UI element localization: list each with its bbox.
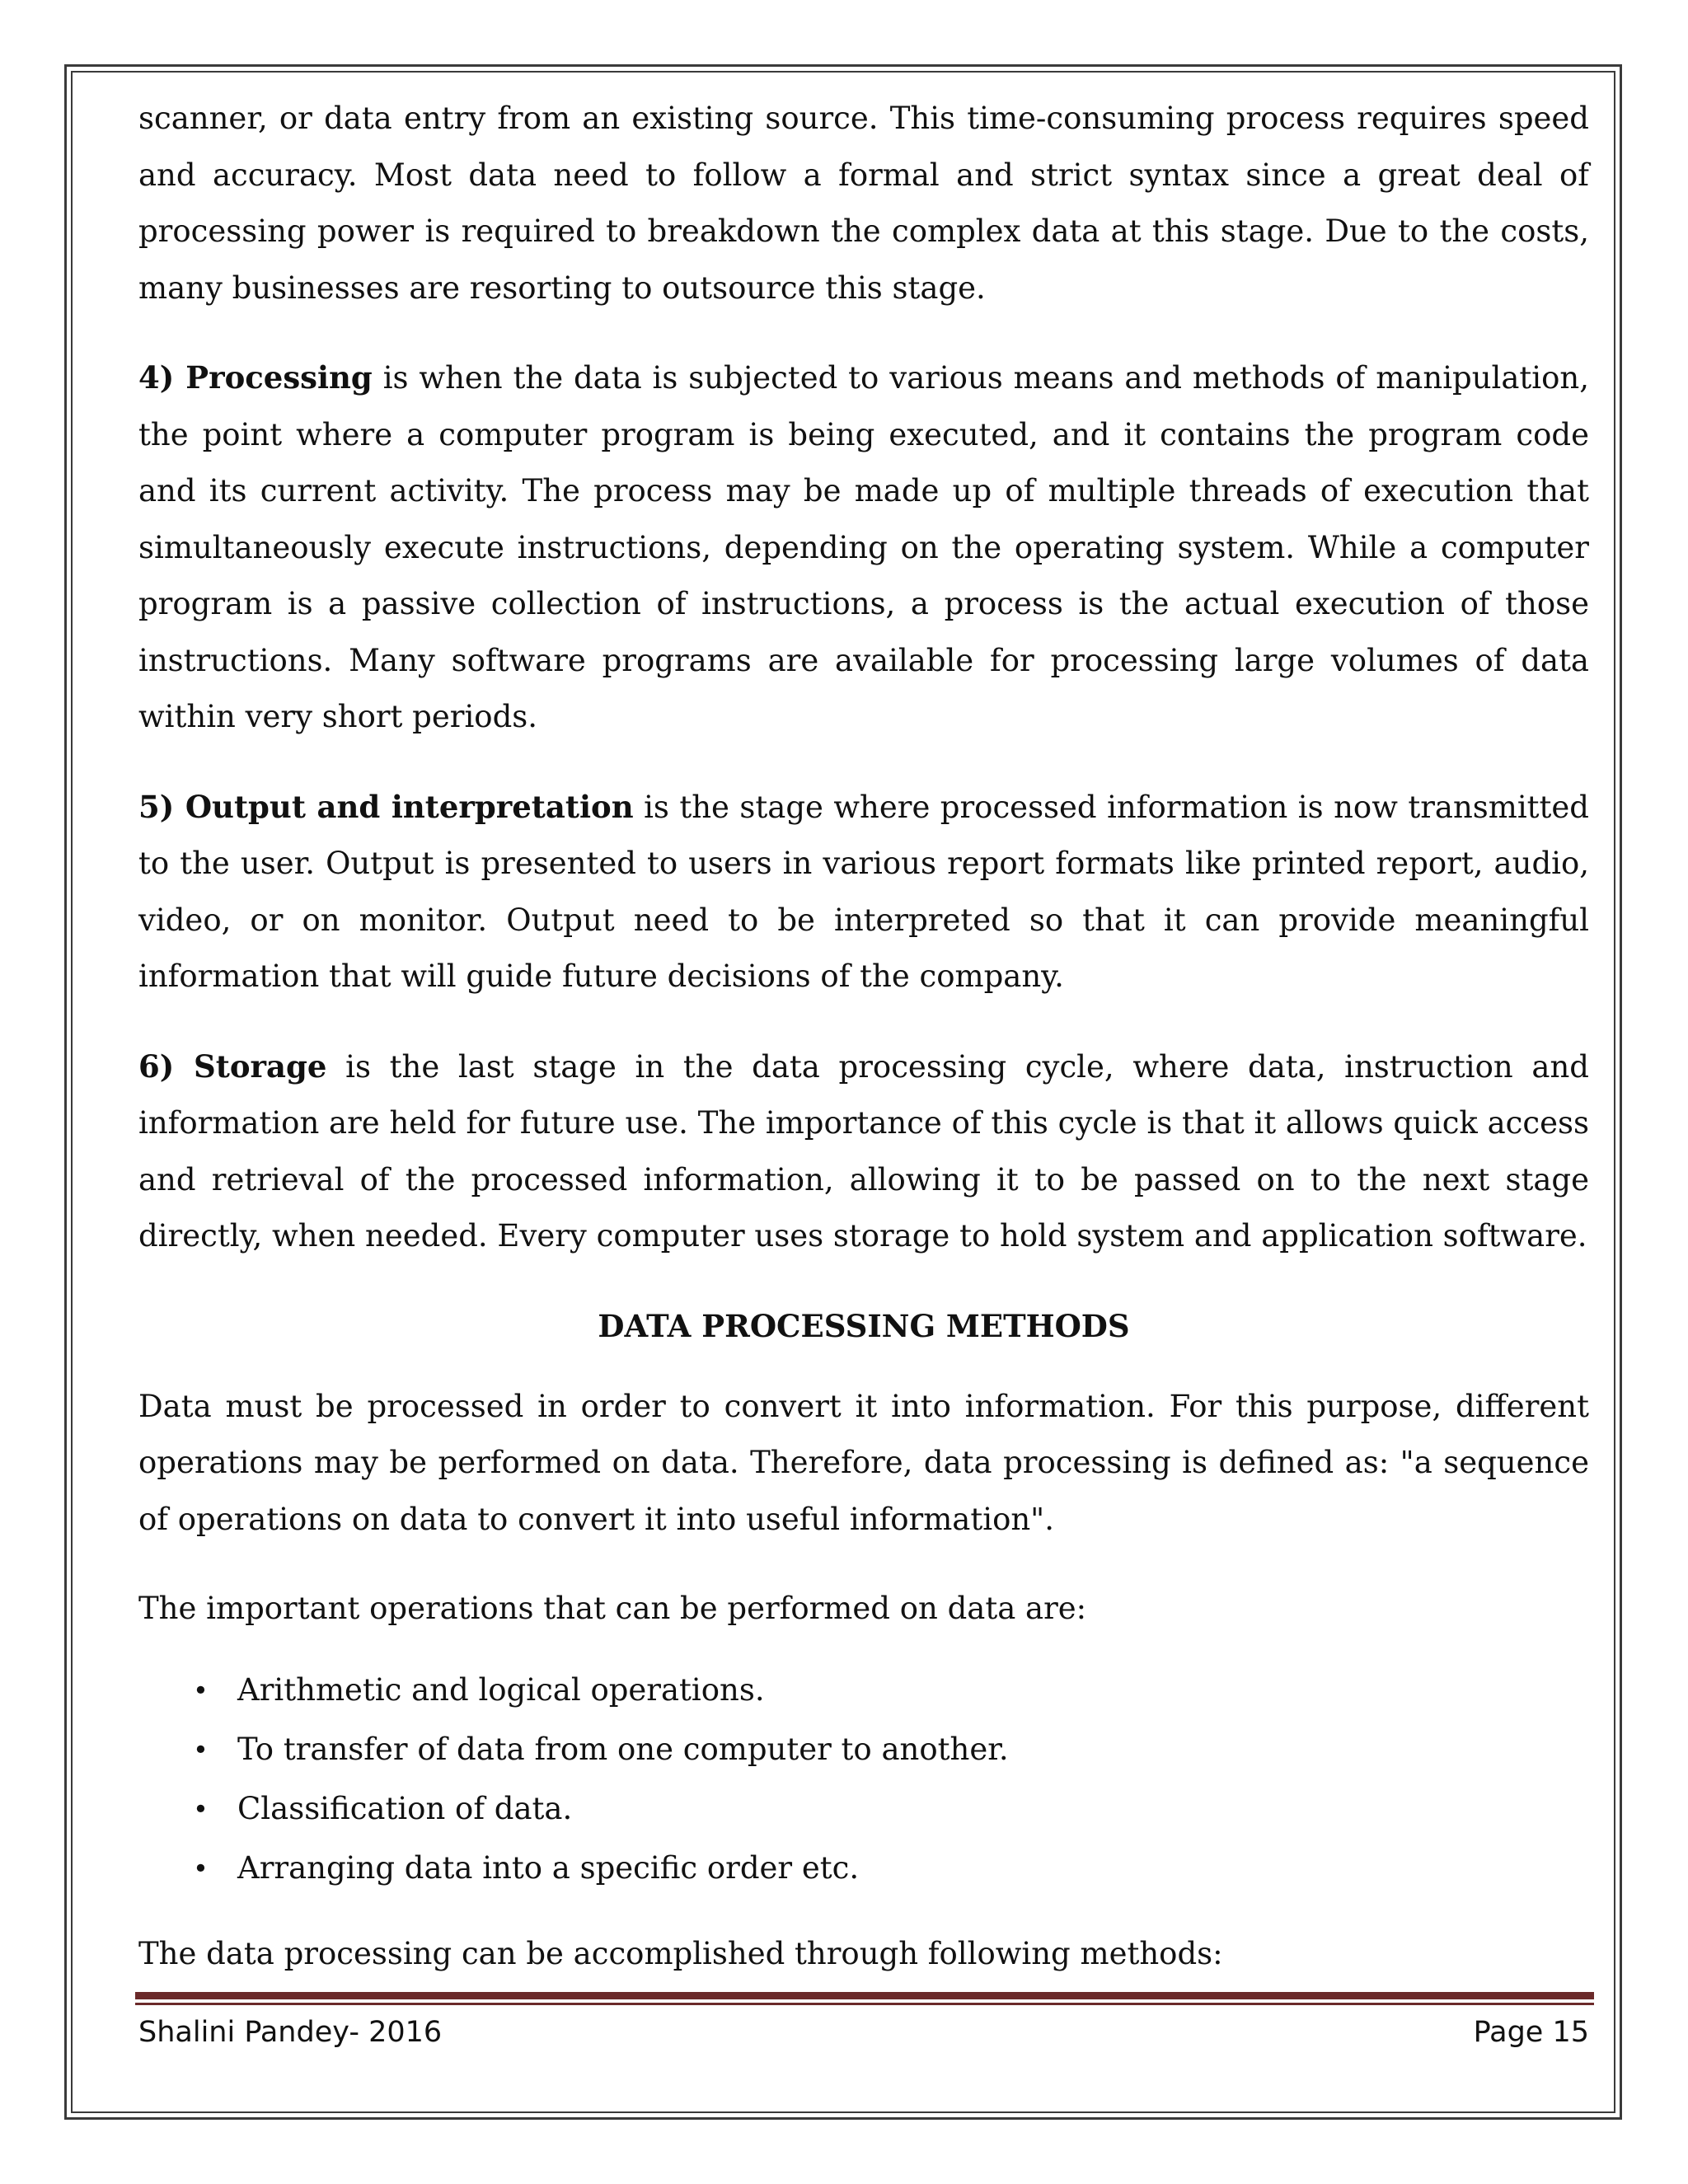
bullet-icon: • [193, 1793, 209, 1825]
paragraph-definition: Data must be processed in order to convert it into information. For this purpose, different operations may be performed on data. Therefore, data processing is defined as: "a sequence of operations on data to convert it into useful information". [138, 1388, 1589, 1537]
processing-lead: 4) Processing [138, 359, 373, 396]
page-body [138, 91, 1589, 2015]
list-item: • Classification of data. [138, 1779, 1589, 1839]
page-number: Page 15 [1473, 2016, 1589, 2049]
storage-lead: 6) Storage [138, 1047, 327, 1085]
bullet-icon: • [193, 1674, 209, 1706]
list-item: • Arithmetic and logical operations. [138, 1661, 1589, 1720]
footer-author: Shalini Pandey- 2016 [138, 2016, 443, 2049]
paragraph-output-interpretation [138, 779, 1589, 1005]
bullet-icon: • [193, 1852, 209, 1884]
list-item: • To transfer of data from one computer to another. [138, 1720, 1589, 1779]
output-body: is the stage where processed information is now transmitted to the user. Output is presented to users in various report formats like printed report, audio, video, or on monitor. Output need to be interpreted so that it can provide meaningful information that will guide future decisions of the company. [138, 789, 1589, 994]
bullet-icon: • [193, 1733, 209, 1765]
footer-rule-thin [135, 2003, 1594, 2005]
paragraph-processing [138, 349, 1589, 746]
list-item: • Arranging data into a specific order etc. [138, 1839, 1589, 1898]
page-footer [138, 2008, 1589, 2057]
footer-rule [135, 1992, 1594, 1999]
section-heading: DATA PROCESSING METHODS [598, 1307, 1130, 1344]
paragraph-storage [138, 1038, 1589, 1265]
storage-body: is the last stage in the data processing cycle, where data, instruction and information are held for future use. The importance of this cycle is that it allows quick access and retrieval of the processed information, allowing it to be passed on to the next stage directly, when needed. Every computer uses storage to hold system and application software. [138, 1048, 1589, 1254]
paragraph-operations-intro: The important operations that can be performed on data are: [138, 1591, 1087, 1626]
operations-list [138, 1661, 1589, 1898]
paragraph-methods-intro: The data processing can be accomplished through following methods: [138, 1935, 1223, 1971]
processing-body: is when the data is subjected to various means and methods of manipulation, the point where a computer program is being executed, and it contains the program code and its current activity. The process may be made up of multiple threads of execution that simultaneously execute instructions, depending on the operating system. While a computer program is a passive collection of instructions, a process is the actual execution of those instructions. Many software programs are available for processing large volumes of data within very short periods. [138, 360, 1590, 734]
paragraph-data-entry-continued: scanner, or data entry from an existing source. This time-consuming process requires speed and accuracy. Most data need to follow a formal and strict syntax since a great deal of processing power is required to breakdown the complex data at this stage. Due to the costs, many businesses are resorting to outsource this stage. [138, 101, 1589, 306]
output-lead: 5) Output and interpretation [138, 788, 634, 825]
